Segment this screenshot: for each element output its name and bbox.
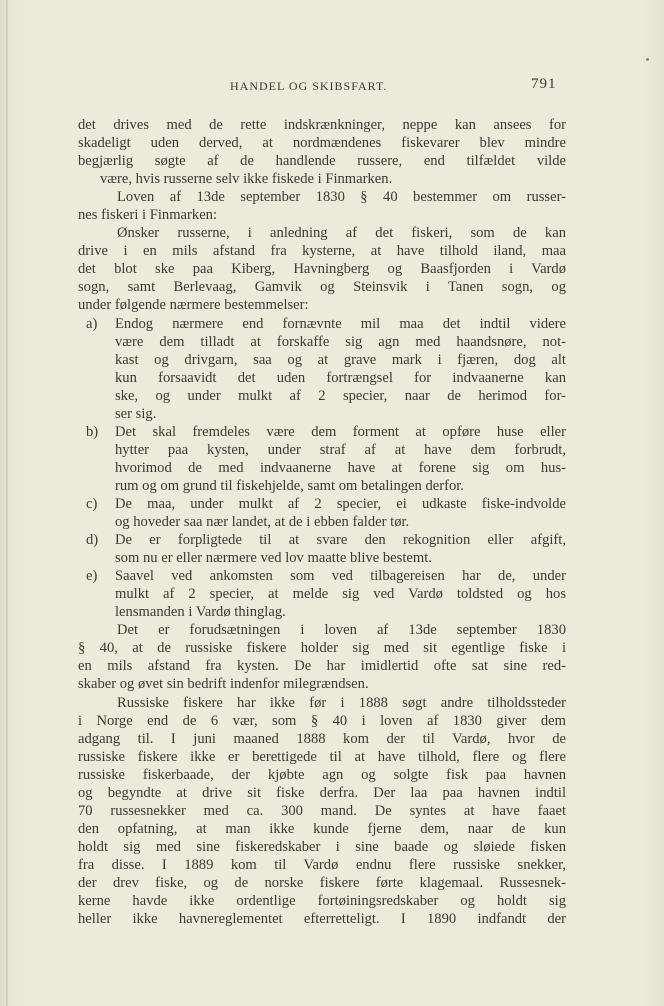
text-line: og hoveder saa nær landet, at de i ebben falder tør.: [115, 514, 410, 531]
text-line: drive i en mils afstand fra kysterne, at have tilhold iland, maa: [78, 243, 566, 260]
page-header: [0, 76, 664, 96]
binding-edge: [6, 0, 8, 1006]
list-marker: e): [86, 568, 98, 585]
text-line: det drives med de rette indskrænkninger, neppe kan ansees for: [78, 117, 566, 133]
text-line: skadeligt uden derved, at nordmændenes fiskevarer blev mindre: [78, 135, 566, 152]
list-marker: a): [86, 315, 98, 332]
text-line: begjærlig søgte af de handlende russere, end tilfældet vilde: [78, 153, 566, 170]
text-line: Endog nærmere end fornævnte mil maa det indtil videre: [115, 315, 566, 332]
text-line: ske, og under mulkt af 2 specier, naar de herimod for-: [115, 387, 566, 404]
text-line: Loven af 13de september 1830 § 40 bestemmer om russer-: [117, 189, 566, 206]
text-line: § 40, at de russiske fiskere holder sig med sit egentlige fiske i: [78, 640, 566, 657]
text-line: lensmanden i Vardø thinglag.: [115, 604, 286, 621]
text-line: Russiske fiskere har ikke før i 1888 søgt andre tilholdssteder: [117, 694, 566, 711]
text-line: som nu er eller nærmere ved lov maatte blive bestemt.: [115, 550, 432, 567]
text-line: kerne havde ikke ordentlige fortøiningsredskaber og holdt sig: [78, 893, 566, 910]
body-text: [78, 116, 566, 928]
text-line: under følgende nærmere bestemmelser:: [78, 297, 309, 314]
text-line: mulkt af 2 specier, at melde sig ved Vardø toldsted og hos: [115, 586, 566, 603]
text-line: Saavel ved ankomsten som ved tilbagereisen har de, under: [115, 568, 566, 585]
page-number: 791: [531, 76, 557, 92]
list-item-e: [78, 567, 566, 621]
text-line: hytter paa kysten, under straf af at have dem forbrudt,: [115, 441, 566, 458]
speck: [646, 58, 649, 61]
list-item-c: [78, 495, 566, 531]
list-marker: c): [86, 495, 98, 512]
text-line: russiske fiskere ikke er berettigede til at have tilhold, flere og flere: [78, 748, 566, 765]
text-line: adgang til. I juni maaned 1888 kom der til Vardø, hvor de: [78, 730, 566, 747]
text-line: Det er forudsætningen i loven af 13de september 1830: [117, 622, 566, 639]
list-marker: d): [86, 532, 99, 549]
text-line: skaber og øvet sin bedrift indenfor milegrændsen.: [78, 676, 369, 693]
text-line: fra disse. I 1889 kom til Vardø endnu flere russiske snekker,: [78, 856, 566, 873]
text-line: Det skal fremdeles være dem forment at opføre huse eller: [115, 423, 566, 440]
text-line: ser sig.: [115, 405, 157, 422]
text-line: den opfatning, at man ikke kunde fjerne dem, naar de kun: [78, 820, 566, 837]
text-line: og begyndte at drive sit fiske derfra. Der laa paa havnen indtil: [78, 784, 566, 801]
text-line: holdt sig med sine fiskeredskaber i sine baade og sløiede fisken: [78, 838, 566, 855]
text-line: det blot ske paa Kiberg, Havningberg og Baasfjorden i Vardø: [78, 261, 566, 278]
list-item-a: [78, 315, 566, 423]
text-line: en mils afstand fra kysten. De har imidlertid ofte sat sine red-: [78, 658, 566, 675]
text-line: være, hvis russerne selv ikke fiskede i Finmarken.: [100, 171, 393, 188]
text-line: hvorimod de med indvaanerne have at forene sig om hus-: [115, 459, 566, 476]
text-line: sogn, samt Berlevaag, Gamvik og Steinsvik i Tanen sogn, og: [78, 279, 566, 296]
list-item-b: [78, 423, 566, 495]
running-title: HANDEL OG SKIBSFART.: [230, 79, 388, 93]
list-item-d: [78, 531, 566, 567]
text-line: De maa, under mulkt af 2 specier, ei udkaste fiske-indvolde: [115, 495, 566, 512]
text-line: 70 russesnekker med ca. 300 mand. De syntes at have faaet: [78, 802, 566, 819]
text-line: nes fiskeri i Finmarken:: [78, 207, 218, 224]
text-line: De er forpligtede til at svare den rekognition eller afgift,: [115, 532, 566, 549]
text-line: kun forsaavidt det uden fortrængsel for indvaanerne kan: [115, 369, 566, 386]
text-line: være dem tilladt at forskaffe sig agn med haandsnøre, not-: [115, 333, 566, 350]
text-line: i Norge end de 6 vær, som § 40 i loven af 1830 giver dem: [78, 712, 566, 729]
text-line: Ønsker russerne, i anledning af det fiskeri, som de kan: [117, 225, 566, 242]
text-line: kast og drivgarn, saa og at grave mark i fjæren, dog alt: [115, 351, 566, 368]
text-line: russiske fiskerbaade, der kjøbte agn og solgte fisk paa havnen: [78, 766, 566, 783]
text-line: heller ikke havnereglementet efterretteligt. I 1890 indfandt der: [78, 911, 566, 928]
text-line: rum og om grund til fiskehjelde, samt om betalingen derfor.: [115, 477, 464, 494]
text-line: der drev fiske, og de norske fiskere førte klagemaal. Russesnek-: [78, 874, 566, 891]
list-marker: b): [86, 423, 99, 440]
